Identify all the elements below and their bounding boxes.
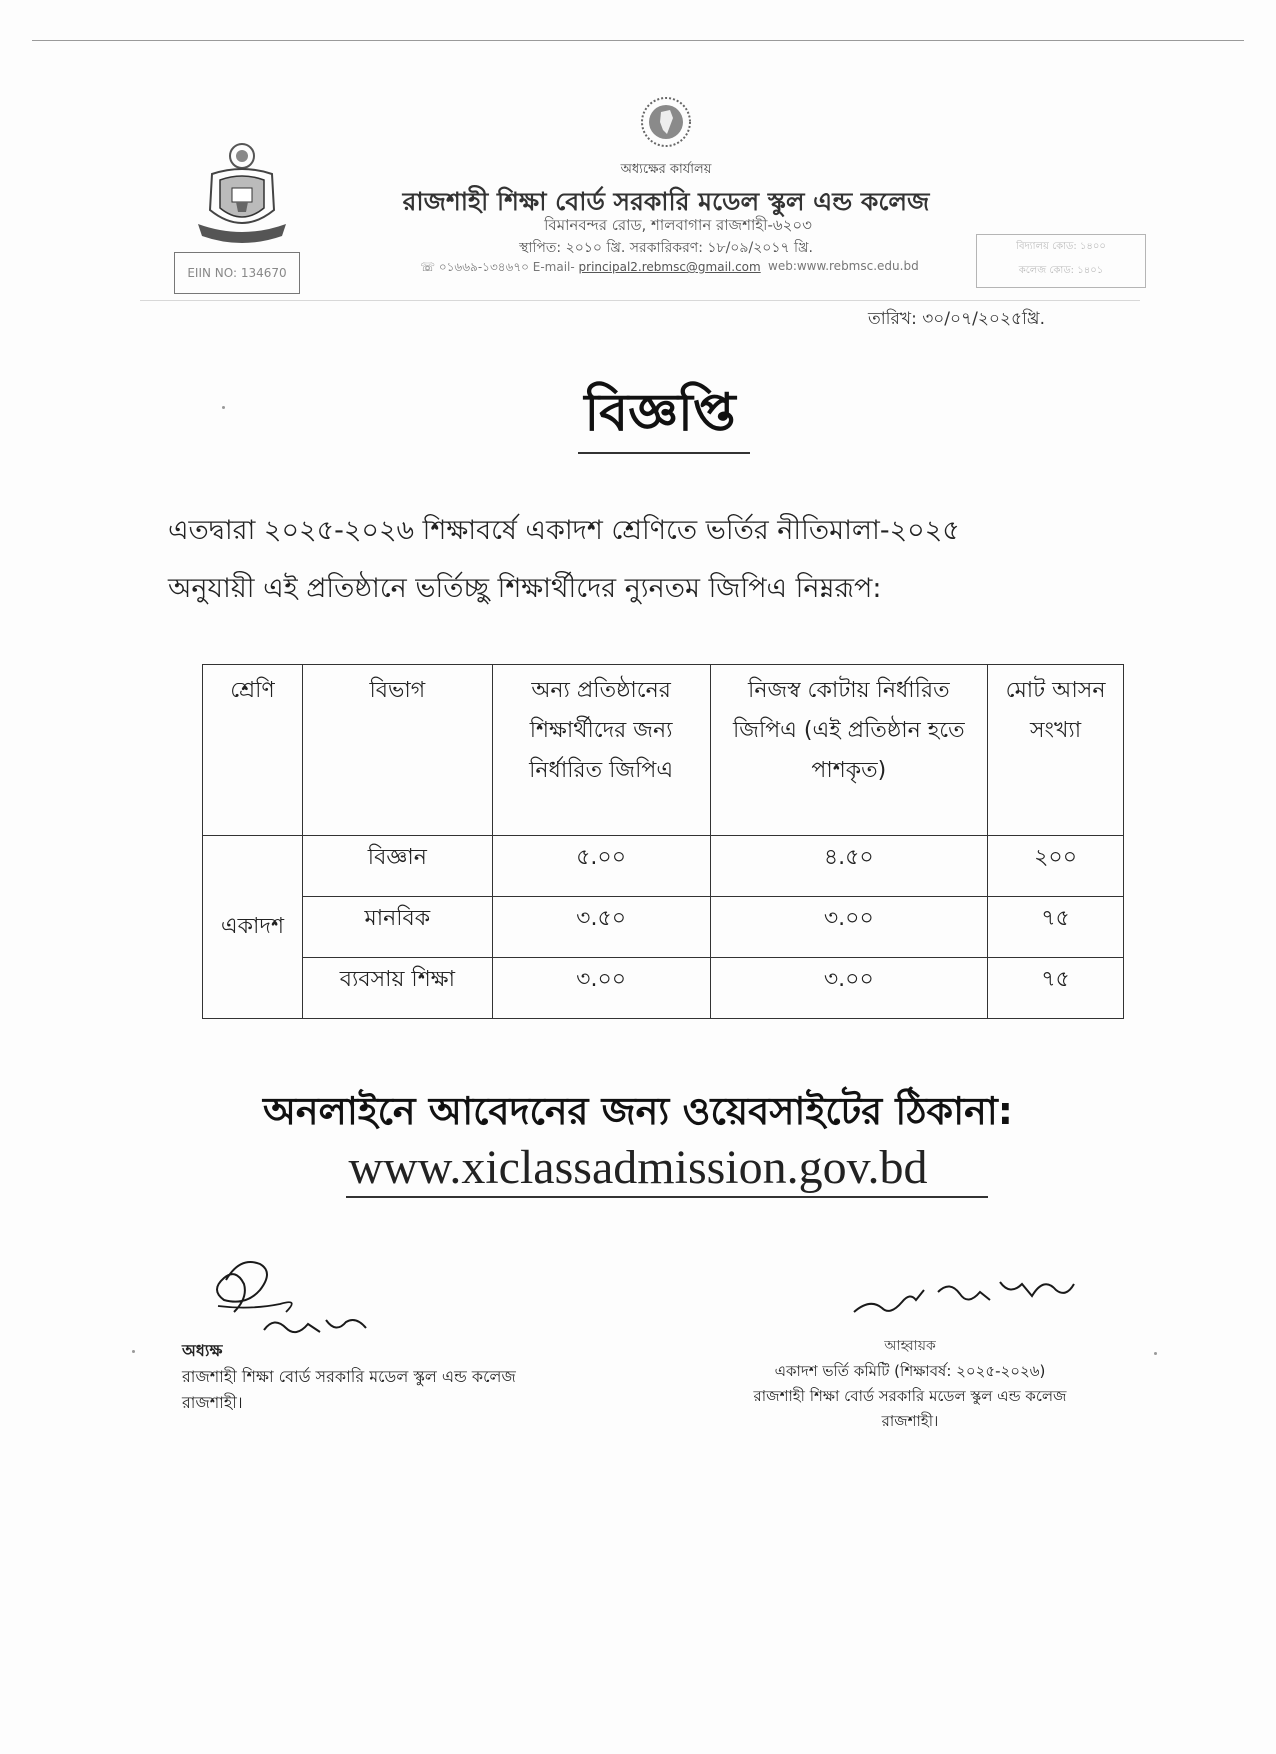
scan-speck	[132, 1350, 135, 1353]
header-own-quota-gpa: নিজস্ব কোটায় নির্ধারিত জিপিএ (এই প্রতিষ্ঠান হতে পাশকৃত)	[710, 665, 988, 836]
phone-number: ০১৬৬৯-১৩৪৬৭০	[438, 260, 529, 274]
notice-date: তারিখ: ৩০/০৭/২০২৫খ্রি.	[868, 309, 1045, 329]
department-cell: বিজ্ঞান	[302, 836, 492, 897]
own-gpa-cell: ৩.০০	[710, 958, 988, 1019]
establishment-info: স্থাপিত: ২০১০ খ্রি. সরকারিকরণ: ১৮/০৯/২০১৭ খ্রি.	[519, 240, 813, 256]
other-gpa-cell: ৩.৫০	[492, 897, 710, 958]
website-line[interactable]: web:www.rebmsc.edu.bd	[768, 259, 919, 273]
convener-designation: আহ্বায়ক	[884, 1338, 936, 1354]
table-header-row	[203, 665, 1124, 836]
eiin-number-box: EIIN NO: 134670	[174, 252, 300, 294]
principal-signature-block	[182, 1338, 516, 1416]
header-class: শ্রেণি	[203, 665, 303, 836]
contact-line	[420, 259, 761, 279]
admission-website-link[interactable]: www.xiclassadmission.gov.bd	[348, 1141, 928, 1194]
table-row	[203, 958, 1124, 1019]
other-gpa-cell: ৫.০০	[492, 836, 710, 897]
principal-designation: অধ্যক্ষ	[182, 1341, 223, 1360]
class-cell: একাদশ	[203, 836, 303, 1019]
principal-signature	[190, 1250, 390, 1350]
header-total-seats: মোট আসন সংখ্যা	[988, 665, 1124, 836]
seats-cell: ৭৫	[988, 897, 1124, 958]
principal-city: রাজশাহী।	[182, 1393, 243, 1412]
school-code: বিদ্যালয় কোড: ১৪০০	[1016, 241, 1106, 252]
institution-name: রাজশাহী শিক্ষা বোর্ড সরকারি মডেল স্কুল এন্ড কলেজ	[402, 187, 930, 216]
scan-speck	[222, 406, 225, 409]
seats-cell: ৭৫	[988, 958, 1124, 1019]
title-underline	[578, 452, 750, 454]
website-underline	[346, 1196, 988, 1198]
institution-address: বিমানবন্দর রোড, শালবাগান রাজশাহী-৬২০৩	[544, 216, 812, 234]
table-row	[203, 897, 1124, 958]
college-code: কলেজ কোড: ১৪০১	[1018, 265, 1104, 276]
other-gpa-cell: ৩.০০	[492, 958, 710, 1019]
convener-institution: রাজশাহী শিক্ষা বোর্ড সরকারি মডেল স্কুল এন্ড কলেজ	[753, 1387, 1067, 1405]
seats-cell: ২০০	[988, 836, 1124, 897]
body-line-2: অনুযায়ী এই প্রতিষ্ঠানে ভর্তিচ্ছু শিক্ষার্থীদের ন্যুনতম জিপিএ নিম্নরূপ:	[168, 573, 882, 604]
header-department: বিভাগ	[302, 665, 492, 836]
table-row	[203, 836, 1124, 897]
gpa-requirements-table	[202, 664, 1124, 1019]
own-gpa-cell: ৩.০০	[710, 897, 988, 958]
department-cell: ব্যবসায় শিক্ষা	[302, 958, 492, 1019]
own-gpa-cell: ৪.৫০	[710, 836, 988, 897]
body-line-1: এতদ্বারা ২০২৫-২০২৬ শিক্ষাবর্ষে একাদশ শ্রেণিতে ভর্তির নীতিমালা-২০২৫	[168, 515, 960, 546]
government-emblem-icon	[640, 96, 692, 148]
email-address[interactable]: principal2.rebmsc@gmail.com	[578, 260, 761, 274]
header-other-institution-gpa: অন্য প্রতিষ্ঠানের শিক্ষার্থীদের জন্য নির্ধারিত জিপিএ	[492, 665, 710, 836]
office-label: অধ্যক্ষের কার্যালয়	[620, 162, 712, 177]
notice-title: বিজ্ঞপ্তি	[584, 383, 736, 443]
email-label: E-mail-	[532, 260, 575, 274]
department-cell: মানবিক	[302, 897, 492, 958]
header-divider	[140, 300, 1140, 301]
convener-committee: একাদশ ভর্তি কমিটি (শিক্ষাবর্ষ: ২০২৫-২০২৬)	[774, 1362, 1046, 1380]
convener-signature	[850, 1262, 1080, 1326]
top-border-line	[32, 40, 1244, 41]
phone-icon: ☏	[420, 260, 436, 274]
scan-speck	[1154, 1352, 1157, 1355]
online-application-label: অনলাইনে আবেদনের জন্য ওয়েবসাইটের ঠিকানা:	[262, 1089, 1014, 1133]
convener-signature-block	[740, 1334, 1080, 1434]
principal-institution: রাজশাহী শিক্ষা বোর্ড সরকারি মডেল স্কুল এন্ড কলেজ	[182, 1367, 516, 1386]
convener-city: রাজশাহী।	[881, 1412, 939, 1430]
